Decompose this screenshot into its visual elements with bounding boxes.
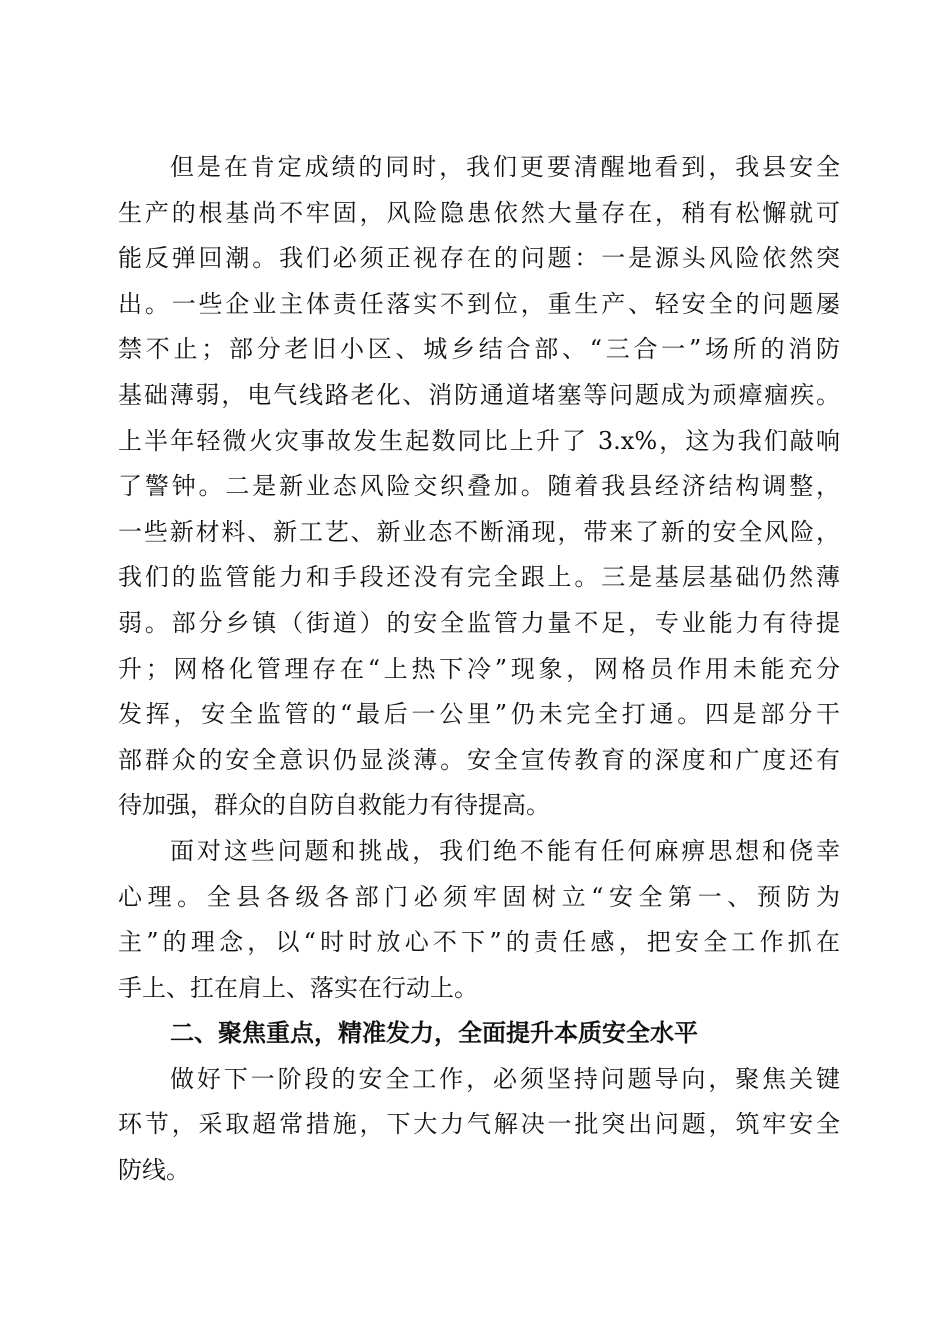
- text-line: 做好下一阶段的安全工作，必须坚持问题导向，聚焦关键: [170, 1064, 840, 1093]
- section-heading: 二、聚焦重点，精准发力，全面提升本质安全水平: [170, 1019, 698, 1048]
- text-line: 弱。部分乡镇（街道）的安全监管力量不足，专业能力有待提: [118, 608, 840, 637]
- text-line: 发挥，安全监管的“最后一公里”仍未完全打通。四是部分干: [118, 700, 840, 729]
- text-line: 待加强，群众的自防自救能力有待提高。: [118, 791, 550, 820]
- text-line: 环节，采取超常措施，下大力气解决一批突出问题，筑牢安全: [118, 1110, 840, 1139]
- paragraph-problems: [118, 145, 840, 829]
- text-line: 一些新材料、新工艺、新业态不断涌现，带来了新的安全风险，: [118, 517, 840, 546]
- text-line: 生产的根基尚不牢固，风险隐患依然大量存在，稍有松懈就可: [118, 198, 840, 227]
- text-line: 能反弹回潮。我们必须正视存在的问题：一是源头风险依然突: [118, 244, 840, 273]
- document-page: [118, 145, 840, 1194]
- text-line: 了警钟。二是新业态风险交织叠加。随着我县经济结构调整，: [118, 472, 840, 501]
- text-line: 防线。: [118, 1156, 190, 1185]
- text-line: 手上、扛在肩上、落实在行动上。: [118, 973, 478, 1002]
- text-line: 部群众的安全意识仍显淡薄。安全宣传教育的深度和广度还有: [118, 745, 840, 774]
- text-line: 升；网格化管理存在“上热下冷”现象，网格员作用未能充分: [118, 654, 840, 683]
- text-line: 主”的理念，以“时时放心不下”的责任感，把安全工作抓在: [118, 928, 840, 957]
- text-line: 上半年轻微火灾事故发生起数同比上升了 3.x%，这为我们敲响: [118, 426, 840, 455]
- text-line: 出。一些企业主体责任落实不到位，重生产、轻安全的问题屡: [118, 289, 840, 318]
- text-line: 我们的监管能力和手段还没有完全跟上。三是基层基础仍然薄: [118, 563, 840, 592]
- paragraph-challenges: [118, 829, 840, 1011]
- paragraph-next-steps: [118, 1057, 840, 1194]
- text-line: 禁不止；部分老旧小区、城乡结合部、“三合一”场所的消防: [118, 335, 840, 364]
- text-line: 心理。全县各级各部门必须牢固树立“安全第一、预防为: [118, 882, 840, 911]
- text-line: 面对这些问题和挑战，我们绝不能有任何麻痹思想和侥幸: [170, 836, 840, 865]
- text-line: 基础薄弱，电气线路老化、消防通道堵塞等问题成为顽瘴痼疾。: [118, 380, 840, 409]
- text-line: 但是在肯定成绩的同时，我们更要清醒地看到，我县安全: [170, 153, 840, 181]
